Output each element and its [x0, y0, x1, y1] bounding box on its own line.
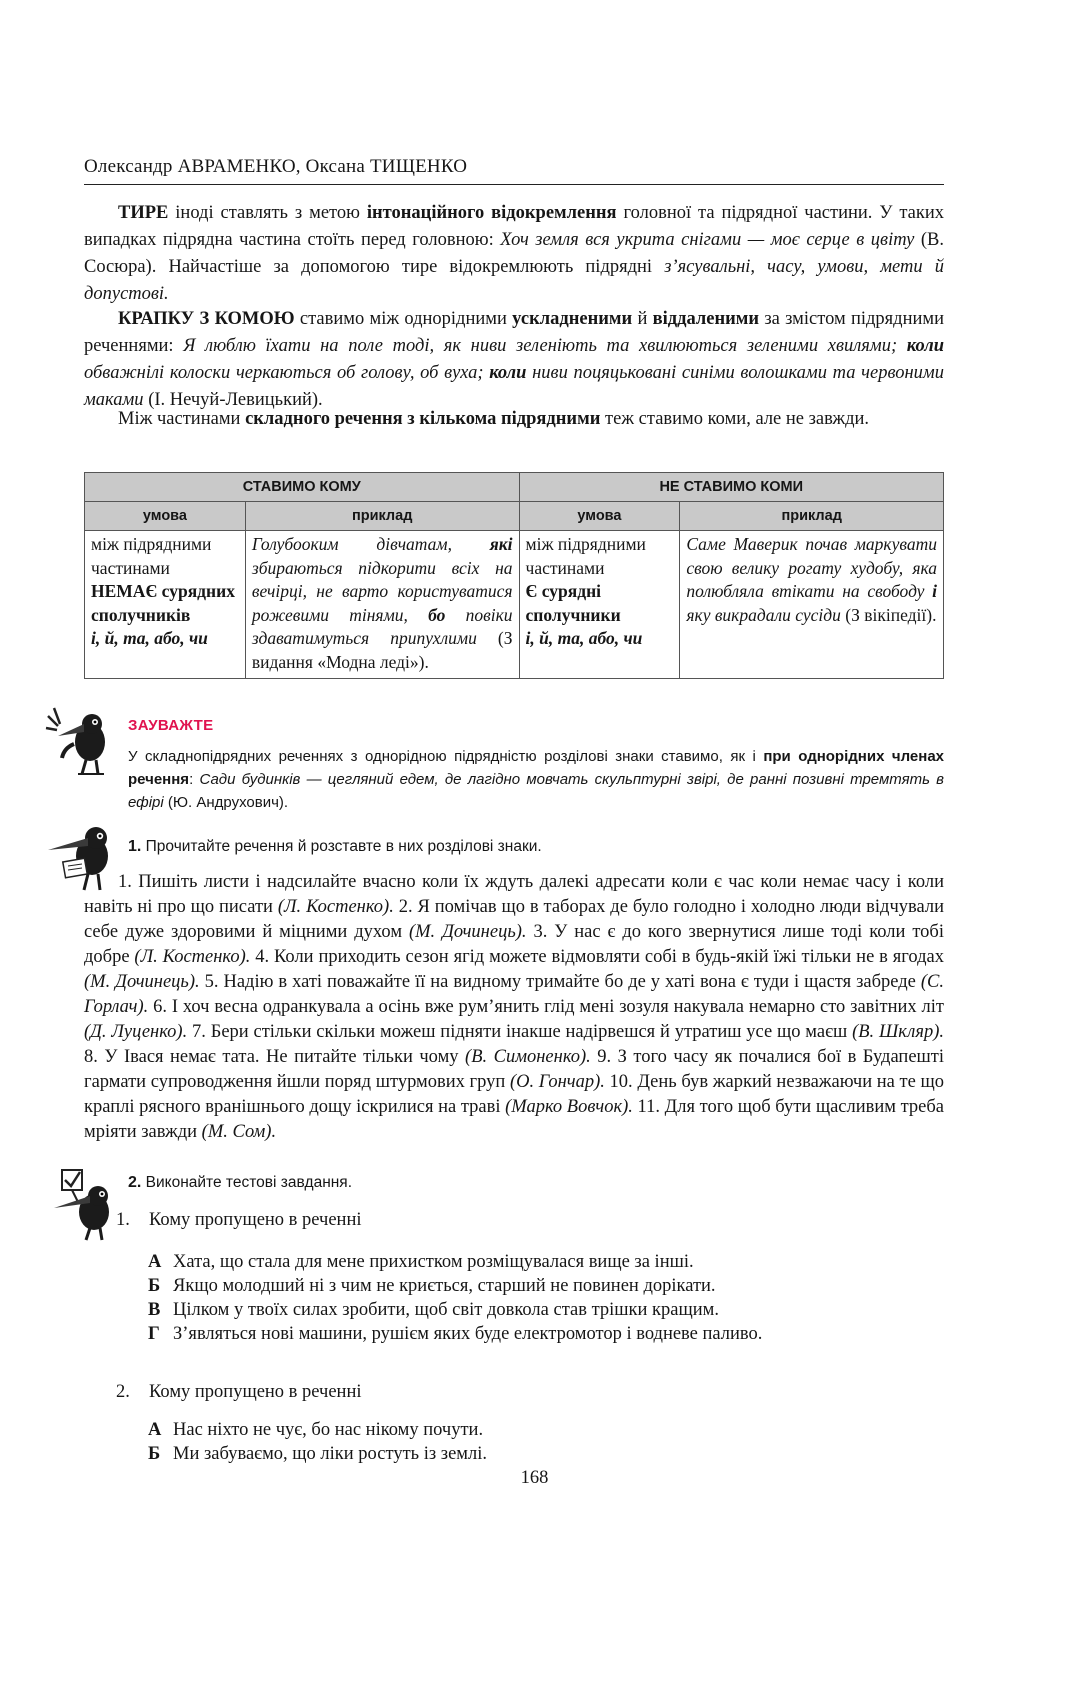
table-header-no-comma	[519, 473, 943, 502]
source: (І. Нечуй-Левицький).	[143, 390, 323, 410]
sentence-text: 11. Для того щоб бути щасливим треба мріяти завжди	[84, 1097, 945, 1142]
sentence-source: (В. Шкляр).	[852, 1022, 945, 1042]
example: Я люблю їхати на поле тоді, як ниви зеленіють та хвилюються зеленими хвилями;	[183, 336, 907, 356]
text: іноді ставлять з метою	[168, 203, 367, 223]
option-letter: А	[148, 1420, 162, 1440]
source: (В. Сосюра). Найчастіше за допомогою тире відокремлюють підрядні	[84, 230, 944, 277]
note-text: :	[189, 771, 200, 788]
option-text: Цілком у твоїх силах зробити, щоб світ довкола став трішки кращим.	[173, 1300, 719, 1320]
sentence-source: (М. Дочинець).	[84, 972, 200, 992]
option-text: Якщо молодший ні з чим не криється, старший не повинен дорікати.	[173, 1276, 716, 1296]
option-letter: Б	[148, 1276, 161, 1296]
col-example: приклад	[680, 502, 944, 531]
sentence-source: (С. Горлач).	[84, 972, 944, 1017]
sentence-source: (В. Симоненко).	[465, 1047, 591, 1067]
question-text: Кому пропущено в реченні	[149, 1210, 362, 1230]
paragraph-multi	[84, 406, 944, 433]
text: теж ставимо коми, але не завжди.	[600, 409, 870, 429]
conjunctions: і, й, та, або, чи	[91, 628, 208, 648]
sentence-text: 7. Бери стільки скільки можеш підняти інакше надірвешся й утратиш усе що маєш	[187, 1022, 853, 1042]
sentence-source: (Д. Луценко).	[84, 1022, 188, 1042]
task-number: 2.	[128, 1174, 142, 1191]
option-text: З’являться нові машини, рушієм яких буде електромотор і водневе паливо.	[173, 1324, 763, 1344]
option-letter: Г	[148, 1324, 160, 1344]
bold-term: ускладненими	[512, 309, 633, 329]
option-text: Ми забуваємо, що ліки ростуть із землі.	[173, 1444, 488, 1464]
task-title-text: Прочитайте речення й розставте в них розділові знаки.	[141, 838, 542, 855]
question-1-options	[148, 1250, 762, 1346]
option-letter: В	[148, 1300, 161, 1320]
cell-bold-word: які	[489, 534, 513, 554]
italic-text: з’ясувальні, часу, умови, мети й допустові.	[84, 257, 944, 304]
text: ставимо між однорідними	[294, 309, 513, 329]
question-number: 2.	[116, 1382, 130, 1402]
running-header: Олександр АВРАМЕНКО, Оксана ТИЩЕНКО	[84, 156, 468, 177]
col-condition: умова	[85, 502, 246, 531]
cell-example: збираються підкорити всіх на вечірці, не варто користуватися рожевими тінями,	[251, 557, 513, 625]
exclaiming-crow-icon	[44, 702, 124, 782]
example-bold: коли	[906, 336, 945, 356]
question-1	[116, 1210, 362, 1231]
col-example: приклад	[245, 502, 519, 531]
option-d[interactable]	[148, 1322, 762, 1346]
col-condition: умова	[519, 502, 680, 531]
right-example-cell	[680, 531, 944, 679]
text: за змістом підрядними реченнями:	[84, 309, 944, 356]
bold-term: складного речення з кількома підрядними	[245, 409, 601, 429]
sentence-text: 2. Я помічав що в таборах де було голодно і холодно люди відчували себе дуже здоровими й міцними духом	[84, 897, 945, 942]
cell-example: Голубооким дівчатам,	[251, 534, 490, 554]
cell-example: повіки здаватимуться припухлими	[251, 604, 513, 648]
cell-bold: Є сурядні сполучники	[525, 581, 621, 625]
example: ниви поцяцьковані синіми волошками та червоними маками	[84, 363, 944, 410]
task1-paragraph	[84, 870, 944, 1145]
option-text: Нас ніхто не чує, бо нас нікому почути.	[173, 1420, 484, 1440]
note-source: (Ю. Андрухович).	[163, 794, 289, 811]
left-condition-cell	[85, 531, 246, 679]
sentence-text: 1. Пишіть листи і надсилайте вчасно коли їх ждуть далекі адресати коли є час коли немає часу і коли навіть ні про що писати	[84, 872, 944, 917]
cell-text: між підрядними частинами	[525, 534, 646, 578]
paragraph-semicolon	[84, 306, 944, 414]
option-c[interactable]	[148, 1298, 762, 1322]
bold-term: інтонаційного відокремлення	[366, 203, 617, 223]
sentence-text: 9. З того часу як почалися бої в Будапешті гармати супроводження йшли поряд штурмових груп	[84, 1047, 944, 1092]
note-bold: при однорідних членах речення	[128, 748, 945, 788]
sentence-source: (Марко Вовчок).	[505, 1097, 633, 1117]
paragraph-dash	[84, 200, 944, 308]
task1-exercise-text	[84, 870, 944, 1145]
cell-source: (З вікіпедії).	[840, 604, 937, 625]
bold-term: віддаленими	[652, 309, 760, 329]
note-body	[128, 745, 944, 814]
sentence-source: (Л. Костенко).	[134, 947, 251, 967]
conjunctions: і, й, та, або, чи	[525, 628, 643, 648]
sentence-text: 4. Коли приходить сезон ягід можете відмовляти собі в будь-якій їжі тільки не в ягодах	[250, 947, 944, 967]
text: й	[632, 309, 653, 329]
table-header-put-comma: СТАВИМО КОМУ	[85, 473, 520, 502]
cell-bold-word: бо	[428, 604, 446, 625]
note-text: У складнопідрядних реченнях з однорідною підрядністю розділові знаки ставимо, як і	[128, 748, 764, 765]
sentence-text: 6. І хоч весна одранкувала а осінь вже рум’янить глід мені зозуля накувала немарно сто завітних літ	[148, 997, 944, 1017]
sentence-source: (О. Гончар).	[509, 1072, 605, 1092]
sentence-source: (Л. Костенко).	[277, 897, 394, 917]
cell-text: між підрядними частинами	[91, 534, 212, 578]
sentence-text: 8. У Івася немає тата. Не питайте тільки чому	[84, 1047, 466, 1067]
page-number: 168	[520, 1468, 549, 1488]
option-letter: А	[148, 1252, 162, 1272]
note-title: ЗАУВАЖТЕ	[128, 717, 214, 734]
task2-title	[128, 1174, 352, 1192]
option-text: Хата, що стала для мене прихистком розміщувалася вище за інші.	[173, 1252, 694, 1272]
left-example-cell	[245, 531, 519, 679]
header-rule	[84, 184, 944, 185]
task-number: 1.	[128, 838, 142, 855]
option-a[interactable]	[148, 1250, 762, 1274]
term-dash: ТИРЕ	[118, 203, 169, 223]
question-2	[116, 1382, 362, 1403]
note-example: Сади будинків — цегляний едем, де лагідно мовчать скульптурні звірі, де ранні позивні тремтять в ефірі	[128, 771, 945, 811]
example-bold: коли	[489, 363, 527, 383]
cell-example: яку викрадали сусіди	[686, 604, 841, 625]
text: Між частинами	[118, 409, 246, 429]
sentence-text: 3. У нас є до кого звернутися лише тоді коли тобі добре	[84, 922, 944, 967]
text: головної та підрядної частини. У таких випадках підрядна частина стоїть перед головною:	[84, 203, 944, 250]
comma-rules-table	[84, 472, 944, 679]
sentence-text: 5. Надію в хаті поважайте її на видному тримайте бо де у хаті вона є туди і щастя забреде	[199, 972, 921, 992]
sentence-source: (М. Сом).	[201, 1122, 277, 1142]
cell-bold: НЕМАЄ сурядних сполучників	[91, 581, 235, 625]
cell-bold-word: і	[932, 581, 937, 601]
right-condition-cell	[519, 531, 680, 679]
header-part: СТАВИМО КОМИ	[679, 479, 804, 495]
checkbox-crow-icon	[44, 1168, 124, 1243]
task1-title	[128, 838, 542, 856]
term-semicolon: КРАПКУ З КОМОЮ	[118, 309, 295, 329]
header-part: НЕ	[659, 479, 680, 495]
question-number: 1.	[116, 1210, 130, 1230]
cell-source: (З видання «Модна леді»).	[251, 628, 513, 672]
example: Хоч земля вся укрита снігами — моє серце в цвіту	[500, 230, 915, 250]
example: обважнілі колоски черкаються об голову, об вуха;	[84, 363, 490, 383]
question-2-options	[148, 1418, 487, 1466]
task-title-text: Виконайте тестові завдання.	[141, 1174, 353, 1191]
sentence-source: (М. Дочинець).	[408, 922, 527, 942]
option-b[interactable]	[148, 1274, 762, 1298]
option-a[interactable]	[148, 1418, 487, 1442]
sentence-text: 10. День був жаркий незважаючи на те що краплі рясного вранішнього дощу іскрилися на траві	[84, 1072, 944, 1117]
option-letter: Б	[148, 1444, 161, 1464]
question-text: Кому пропущено в реченні	[149, 1382, 362, 1402]
option-b[interactable]	[148, 1442, 487, 1466]
cell-example: Саме Маверик почав маркувати свою велику рогату худобу, яка полюбляла втікати на свободу	[686, 534, 937, 601]
